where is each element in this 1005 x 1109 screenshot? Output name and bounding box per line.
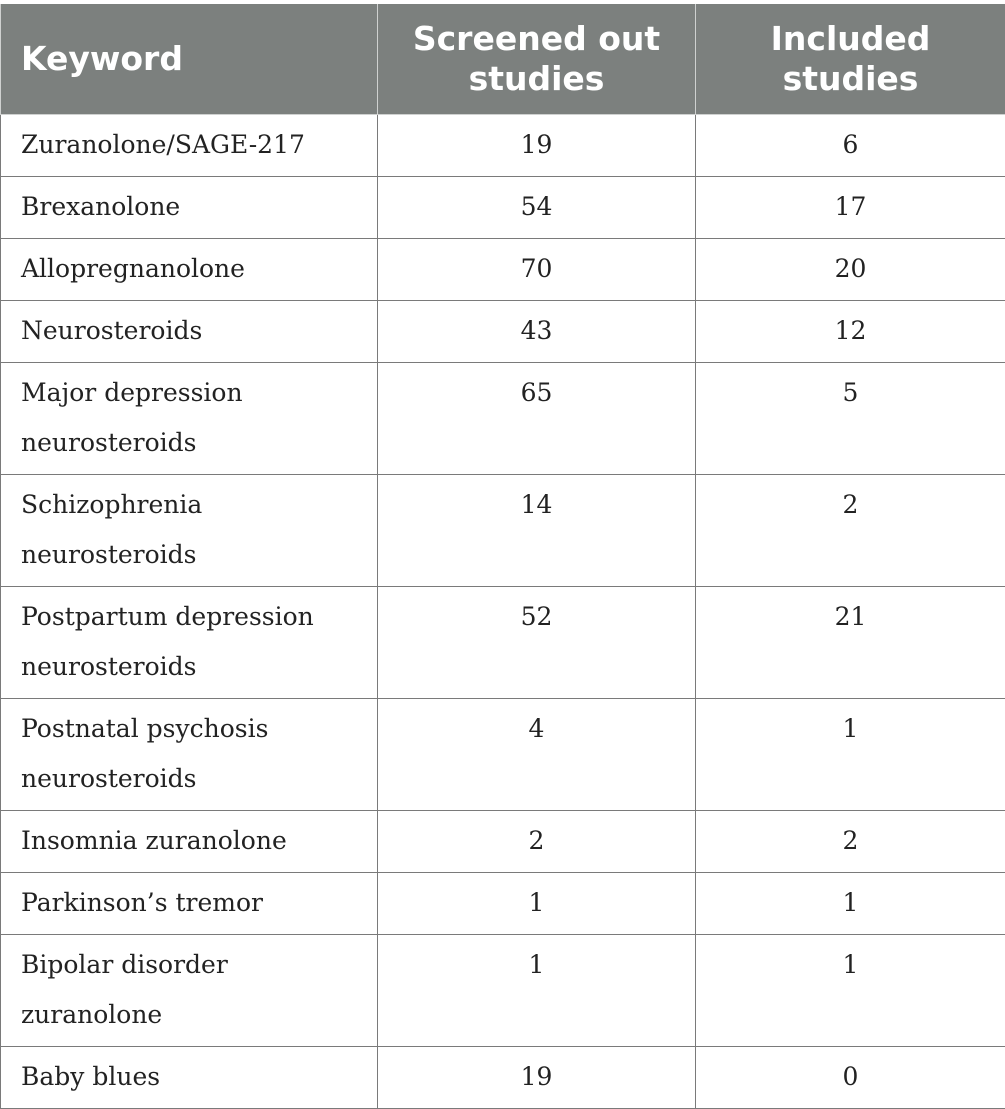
header-keyword-label: Keyword	[21, 39, 359, 79]
keyword-cell	[1, 301, 378, 363]
keyword-text: Schizophrenia neurosteroids	[21, 480, 357, 580]
keyword-text: Insomnia zuranolone	[21, 816, 357, 866]
included-cell: 2	[696, 811, 1005, 873]
keyword-text-continued: neurosteroids	[21, 642, 357, 692]
keyword-cell	[1, 811, 378, 873]
table-row	[1, 177, 1005, 239]
included-cell: 12	[696, 301, 1005, 363]
keyword-text: Major depression	[21, 368, 357, 418]
screened-out-cell: 4	[378, 699, 696, 811]
keyword-table	[0, 4, 1005, 1109]
included-cell: 17	[696, 177, 1005, 239]
table-row	[1, 587, 1005, 699]
screened-out-cell: 2	[378, 811, 696, 873]
header-included-studies	[696, 4, 1005, 115]
screened-out-cell: 19	[378, 115, 696, 177]
screened-out-cell: 70	[378, 239, 696, 301]
header-screened-line1: Screened out	[396, 19, 677, 59]
keyword-text: Postnatal psychosis	[21, 704, 357, 754]
table-row	[1, 239, 1005, 301]
keyword-cell	[1, 363, 378, 475]
keyword-cell	[1, 873, 378, 935]
screened-out-cell: 52	[378, 587, 696, 699]
keyword-text-continued: neurosteroids	[21, 418, 357, 468]
screened-out-cell: 19	[378, 1047, 696, 1109]
header-included-line2: studies	[714, 59, 987, 99]
included-cell: 5	[696, 363, 1005, 475]
table-row	[1, 1047, 1005, 1109]
table-row	[1, 475, 1005, 587]
included-cell: 2	[696, 475, 1005, 587]
keyword-cell	[1, 177, 378, 239]
header-included-line1: Included	[714, 19, 987, 59]
keyword-text: Baby blues	[21, 1052, 357, 1102]
keyword-cell	[1, 935, 378, 1047]
included-cell: 1	[696, 935, 1005, 1047]
keyword-cell	[1, 1047, 378, 1109]
included-cell: 20	[696, 239, 1005, 301]
screened-out-cell: 43	[378, 301, 696, 363]
keyword-text: Bipolar disorder zuranolone	[21, 940, 357, 1040]
included-cell: 1	[696, 699, 1005, 811]
table-body	[1, 115, 1005, 1109]
screened-out-cell: 65	[378, 363, 696, 475]
included-cell: 21	[696, 587, 1005, 699]
screened-out-cell: 54	[378, 177, 696, 239]
header-keyword	[1, 4, 378, 115]
keyword-cell	[1, 475, 378, 587]
keyword-text-continued: neurosteroids	[21, 754, 357, 804]
table-row	[1, 115, 1005, 177]
screened-out-cell: 1	[378, 935, 696, 1047]
keyword-cell	[1, 587, 378, 699]
keyword-text: Postpartum depression	[21, 592, 357, 642]
keyword-cell	[1, 239, 378, 301]
keyword-cell	[1, 699, 378, 811]
table-header	[1, 4, 1005, 115]
header-screened-line2: studies	[396, 59, 677, 99]
table-row	[1, 699, 1005, 811]
header-screened-out-studies	[378, 4, 696, 115]
keyword-text: Brexanolone	[21, 182, 357, 232]
keyword-cell	[1, 115, 378, 177]
included-cell: 1	[696, 873, 1005, 935]
table-row	[1, 811, 1005, 873]
screened-out-cell: 14	[378, 475, 696, 587]
included-cell: 6	[696, 115, 1005, 177]
table-row	[1, 935, 1005, 1047]
included-cell: 0	[696, 1047, 1005, 1109]
keyword-text: Parkinson’s tremor	[21, 878, 357, 928]
header-row	[1, 4, 1005, 115]
keyword-text: Allopregnanolone	[21, 244, 357, 294]
table-row	[1, 363, 1005, 475]
screened-out-cell: 1	[378, 873, 696, 935]
table-row	[1, 873, 1005, 935]
table-row	[1, 301, 1005, 363]
keyword-text: Zuranolone/SAGE-217	[21, 120, 357, 170]
keyword-text: Neurosteroids	[21, 306, 357, 356]
